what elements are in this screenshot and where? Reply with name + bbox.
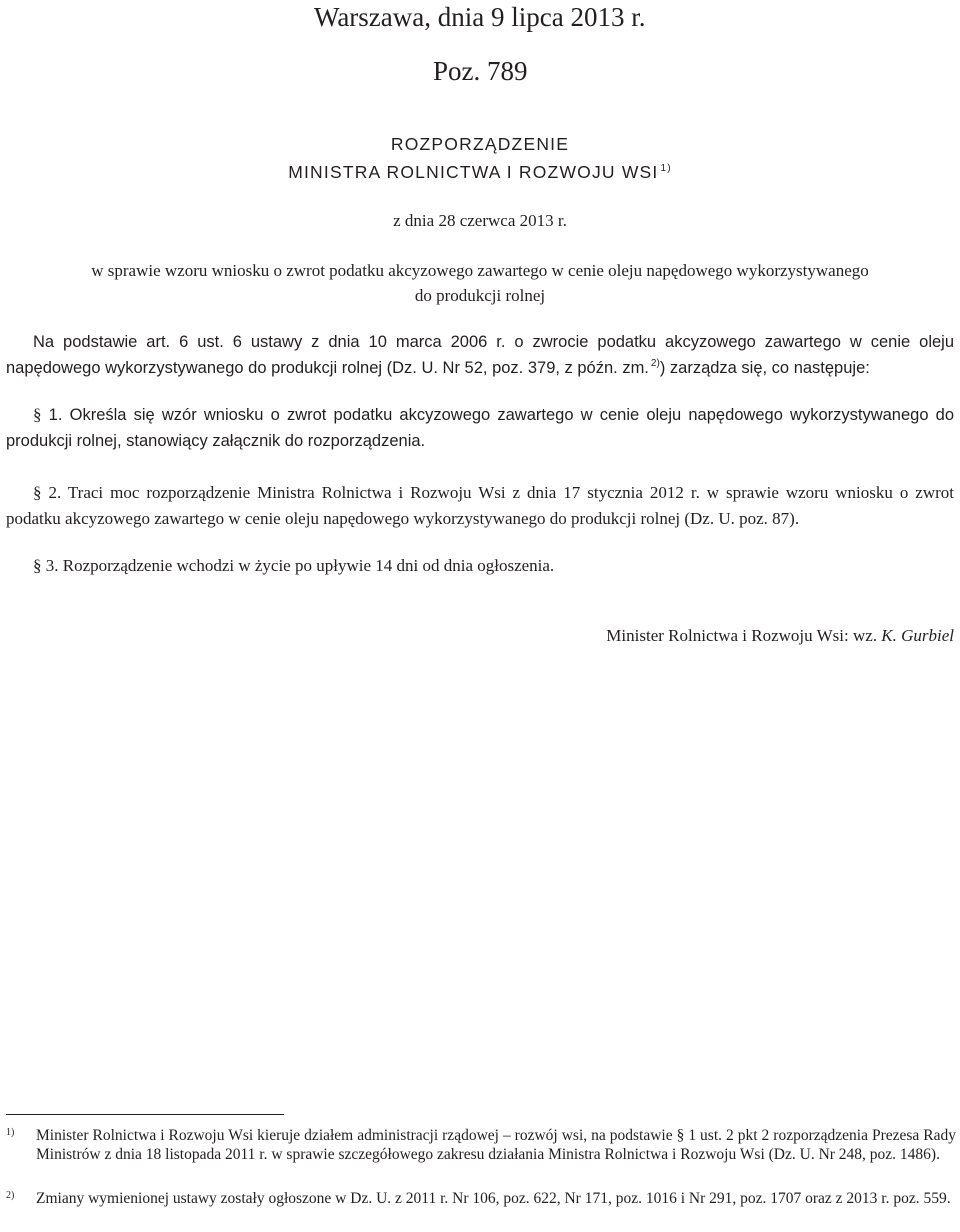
section-1 bbox=[6, 402, 954, 454]
section-number: 3. bbox=[45, 556, 59, 575]
section-symbol: § bbox=[33, 556, 42, 575]
section-text: Określa się wzór wniosku o zwrot podatku akcyzowego zawartego w cenie oleju napędowego wykorzystywanego do produkcji rolnej, stanowiący załącznik do rozporządzenia. bbox=[6, 406, 955, 450]
act-date: z dnia 28 czerwca 2013 r. bbox=[393, 211, 567, 230]
act-subject-line-2: do produkcji rolnej bbox=[414, 286, 546, 305]
section-text: Traci moc rozporządzenie Ministra Rolnictwa i Rozwoju Wsi z dnia 17 stycznia 2012 r. w sprawie wzoru wniosku o zwrot podatku akcyzowego zawartego w cenie oleju napędowego wykorzystywanego do produkcji rolnej (Dz. U. poz. 87). bbox=[6, 483, 955, 528]
act-subject-line-1: w sprawie wzoru wniosku o zwrot podatku akcyzowego zawartego w cenie oleju napędowego wykorzystywanego bbox=[91, 261, 869, 280]
footnote-text: Zmiany wymienionej ustawy zostały ogłoszone w Dz. U. z 2011 r. Nr 106, poz. 622, Nr 171, poz. 1016 i Nr 291, poz. 1707 oraz z 2013 r. poz. 559. bbox=[36, 1190, 951, 1207]
section-3 bbox=[6, 553, 954, 579]
footnote-1 bbox=[6, 1126, 956, 1164]
footnote-mark: 2) bbox=[6, 1190, 15, 1201]
footnote-separator bbox=[6, 1114, 284, 1115]
act-subject bbox=[0, 258, 960, 308]
act-issuer-name: MINISTRA ROLNICTWA I ROZWOJU WSI bbox=[288, 162, 659, 182]
signature-text: Minister Rolnictwa i Rozwoju Wsi: wz. bbox=[606, 626, 882, 645]
signature bbox=[606, 624, 954, 648]
signature-name: K. Gurbiel bbox=[881, 626, 954, 645]
footnote-ref-1: 1) bbox=[660, 163, 672, 174]
section-number: 2. bbox=[48, 483, 62, 502]
section-number: 1. bbox=[48, 406, 63, 424]
footnote-ref-2: 2) bbox=[650, 358, 660, 369]
section-text: Rozporządzenie wchodzi w życie po upływie 14 dni od dnia ogłoszenia. bbox=[62, 556, 555, 575]
position-number: Poz. 789 bbox=[433, 56, 528, 86]
section-2 bbox=[6, 480, 954, 532]
footnote-mark: 1) bbox=[6, 1127, 15, 1138]
place-date: Warszawa, dnia 9 lipca 2013 r. bbox=[314, 2, 646, 32]
preamble bbox=[6, 329, 954, 381]
preamble-text: Na podstawie art. 6 ust. 6 ustawy z dnia 10 marca 2006 r. o zwrocie podatku akcyzowego zawartego w cenie oleju napędowego wykorzystywanego do produkcji rolnej (Dz. U. Nr 52, poz. 379, z późn. zm. bbox=[6, 333, 954, 377]
act-issuer bbox=[0, 161, 960, 183]
section-symbol: § bbox=[33, 483, 42, 502]
footnote-text: Minister Rolnictwa i Rozwoju Wsi kieruje działem administracji rządowej – rozwój wsi, na podstawie § 1 ust. 2 pkt 2 rozporządzenia Prezesa Rady Ministrów z dnia 18 listopada 2011 r. w sprawie szczegółowego zakresu działania Ministra Rolnictwa i Rozwoju Wsi (Dz. U. Nr 248, poz. 1486). bbox=[36, 1127, 956, 1163]
section-symbol: § bbox=[33, 405, 42, 424]
preamble-text-end: ) zarządza się, co następuje: bbox=[659, 359, 870, 377]
act-type: ROZPORZĄDZENIE bbox=[390, 134, 570, 154]
footnote-2 bbox=[6, 1189, 956, 1208]
